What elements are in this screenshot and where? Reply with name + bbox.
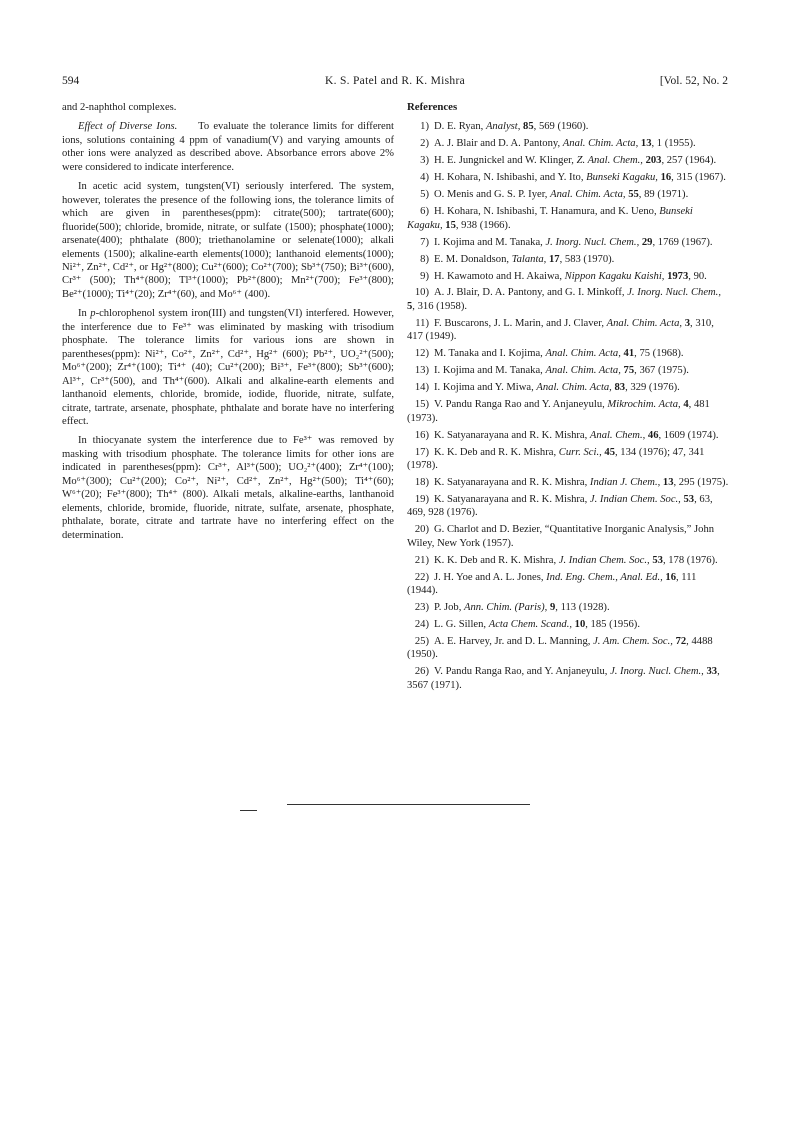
reference-number: 20) xyxy=(414,524,429,536)
reference-authors: A. J. Blair, D. A. Pantony, and G. I. Minkoff, xyxy=(434,287,628,299)
reference-number: 3) xyxy=(420,155,429,167)
reference-authors: I. Kojima and Y. Miwa, xyxy=(434,382,537,394)
reference-journal: Bunseki Kagaku, xyxy=(586,172,658,184)
reference-number: 23) xyxy=(414,602,429,614)
reference-authors: I. Kojima and M. Tanaka, xyxy=(434,236,546,248)
reference-journal: Ann. Chim. (Paris), xyxy=(464,602,548,614)
reference-number: 5) xyxy=(420,189,429,201)
reference-details: , 4488 (1950). xyxy=(407,635,713,661)
reference-item xyxy=(407,171,729,184)
reference-item xyxy=(407,571,729,598)
reference-details: , 1 (1955). xyxy=(651,138,696,150)
reference-volume: 72 xyxy=(675,635,687,647)
section-heading: Effect of Diverse Ions. xyxy=(78,121,178,133)
reference-number: 22) xyxy=(414,571,429,583)
reference-item xyxy=(407,270,729,283)
reference-journal: Anal. Chim. Acta, xyxy=(536,382,612,394)
reference-authors: K. Satyanarayana and R. K. Mishra, xyxy=(434,429,590,441)
reference-volume: 15 xyxy=(445,219,456,231)
reference-journal: J. Indian Chem. Soc., xyxy=(558,554,650,566)
volume-info: [Vol. 52, No. 2 xyxy=(659,75,728,87)
reference-volume: 4 xyxy=(683,399,689,411)
reference-authors: H. Kohara, N. Ishibashi, T. Hanamura, and K. Ueno, xyxy=(434,206,660,218)
reference-item xyxy=(407,429,729,442)
reference-details: , 90. xyxy=(688,270,707,282)
reference-number: 15) xyxy=(414,399,429,411)
reference-authors: O. Menis and G. S. P. Iyer, xyxy=(434,189,551,201)
reference-authors: A. J. Blair and D. A. Pantony, xyxy=(434,138,563,150)
reference-number: 24) xyxy=(414,619,429,630)
paragraph-continuation: and 2-naphthol complexes. xyxy=(62,102,177,113)
reference-item xyxy=(407,120,729,133)
reference-item xyxy=(407,236,729,249)
reference-number: 4) xyxy=(420,172,429,184)
reference-volume: 203 xyxy=(645,155,662,167)
reference-journal: Acta Chem. Scand., xyxy=(488,619,572,630)
reference-list xyxy=(407,120,729,692)
reference-authors: M. Tanaka and I. Kojima, xyxy=(434,348,546,360)
reference-details: , 1769 (1967). xyxy=(652,236,713,248)
reference-volume: 17 xyxy=(549,253,560,265)
reference-journal: Curr. Sci., xyxy=(558,446,602,458)
reference-number: 19) xyxy=(414,493,429,505)
reference-journal: Anal. Chim. Acta, xyxy=(545,365,621,377)
reference-volume: 53 xyxy=(652,554,663,566)
reference-item xyxy=(407,205,729,232)
reference-item xyxy=(407,286,729,313)
reference-volume: 33 xyxy=(706,666,718,678)
reference-volume: 9 xyxy=(549,602,556,614)
paragraph-chlorophenol: In p-chlorophenol system iron(III) and tungsten(VI) interfered. However, the interference due to Fe³⁺ was eliminated by masking with trisodium phosphate. The tolerance limits for various ions are shown in parentheses(ppm): Ni²⁺, Co²⁺, Zn²⁺, Cd²⁺, Hg²⁺ (600); Pb²⁺, UO₂²⁺(500); Mo⁶⁺(200); Zr⁴⁺(100); Ti⁴⁺ (40); Cu²⁺(200); Bi³⁺, Fe³⁺(800); Sb³⁺(600); Al³⁺, Cr³⁺(500), and Th⁴⁺(600). Alkali and alkaline-earth elements and lanthanoid elements, chloride, bromide, iodide, fluoride, nitrate, sulfate, citrate, tartrate, arsenate, phosphate, phthalate and borate have no interfering effect. xyxy=(62,308,394,427)
reference-number: 16) xyxy=(414,429,429,441)
reference-details: , 938 (1966). xyxy=(455,219,511,231)
reference-journal: J. Am. Chem. Soc., xyxy=(593,635,673,647)
reference-number: 6) xyxy=(420,206,429,218)
reference-details: , 257 (1964). xyxy=(661,155,717,167)
reference-authors: K. K. Deb and R. K. Mishra, xyxy=(434,554,559,566)
reference-journal: J. Inorg. Nucl. Chem., xyxy=(627,287,721,299)
reference-authors: L. G. Sillen, xyxy=(434,619,489,630)
reference-number: 21) xyxy=(414,554,429,566)
reference-details: , 75 (1968). xyxy=(634,348,684,360)
reference-journal: Anal. Chim. Acta, xyxy=(550,189,626,201)
reference-authors: D. E. Ryan, xyxy=(434,121,486,133)
reference-details: , 569 (1960). xyxy=(533,121,589,133)
reference-number: 18) xyxy=(414,476,429,488)
right-column xyxy=(407,101,729,696)
reference-number: 25) xyxy=(414,635,429,647)
reference-item xyxy=(407,665,729,692)
reference-authors: K. K. Deb and R. K. Mishra, xyxy=(434,446,559,458)
reference-details: , 89 (1971). xyxy=(638,189,689,201)
reference-authors: K. Satyanarayana and R. K. Mishra, xyxy=(434,493,590,505)
reference-volume: 53 xyxy=(683,493,695,505)
reference-item xyxy=(407,317,729,344)
reference-number: 14) xyxy=(414,382,429,394)
reference-number: 1) xyxy=(420,121,429,133)
reference-journal: Talanta, xyxy=(511,253,547,265)
reference-details: , 111 (1944). xyxy=(407,571,697,597)
reference-details: , 310, 417 (1949). xyxy=(407,317,714,343)
reference-authors: V. Pandu Ranga Rao, and Y. Anjaneyulu, xyxy=(434,666,611,678)
reference-journal: Mikrochim. Acta, xyxy=(607,399,681,411)
reference-authors: P. Job, xyxy=(434,602,465,614)
reference-journal: Nippon Kagaku Kaishi, xyxy=(564,270,665,282)
reference-number: 9) xyxy=(420,270,429,282)
reference-journal: J. Indian Chem. Soc., xyxy=(589,493,681,505)
reference-number: 12) xyxy=(414,348,429,360)
reference-volume: 45 xyxy=(604,446,615,458)
reference-journal: Indian J. Chem., xyxy=(589,476,661,488)
reference-volume: 3 xyxy=(684,317,691,329)
reference-volume: 85 xyxy=(523,121,534,133)
reference-item xyxy=(407,154,729,167)
reference-volume: 13 xyxy=(640,138,652,150)
reference-details: , 134 (1976); 47, 341 (1978). xyxy=(407,446,705,471)
reference-number: 8) xyxy=(420,253,429,265)
reference-authors: A. E. Harvey, Jr. and D. L. Manning, xyxy=(434,635,594,647)
reference-volume: 75 xyxy=(623,365,635,377)
reference-item xyxy=(407,137,729,150)
reference-details: , 329 (1976). xyxy=(625,382,680,394)
reference-number: 26) xyxy=(414,666,429,678)
reference-journal: Anal. Chim. Acta, xyxy=(545,348,621,360)
reference-volume: 83 xyxy=(614,382,626,394)
running-header xyxy=(62,75,728,93)
reference-journal: J. Inorg. Nucl. Chem., xyxy=(545,236,640,248)
reference-item xyxy=(407,364,729,377)
reference-journal: Z. Anal. Chem., xyxy=(576,155,643,167)
reference-number: 10) xyxy=(414,287,429,299)
reference-volume: 13 xyxy=(662,476,674,488)
reference-item xyxy=(407,601,729,614)
reference-details: , 185 (1956). xyxy=(585,619,640,630)
reference-item xyxy=(407,476,729,489)
reference-item xyxy=(407,446,729,473)
reference-journal: Anal. Chim. Acta, xyxy=(562,138,639,150)
reference-journal: Anal. Chim. Acta, xyxy=(606,317,683,329)
reference-authors: H. Kawamoto and H. Akaiwa, xyxy=(434,270,565,282)
reference-details: , 315 (1967). xyxy=(671,172,726,184)
paragraph-text: To evaluate the tolerance limits for different ions, solutions containing 4 ppm of vanadium(V) and varying amounts of other ions were analyzed as described above. Absorbance errors above 2% were considered to indicate interference. xyxy=(62,121,394,173)
reference-item xyxy=(407,381,729,394)
reference-number: 7) xyxy=(420,236,429,248)
reference-authors: V. Pandu Ranga Rao and Y. Anjaneyulu, xyxy=(434,399,608,411)
reference-details: , 316 (1958). xyxy=(412,300,468,312)
reference-details: , 481 (1973). xyxy=(407,399,710,424)
reference-journal: Bunseki Kagaku, xyxy=(407,206,693,231)
reference-authors: H. E. Jungnickel and W. Klinger, xyxy=(434,155,577,167)
reference-item xyxy=(407,493,729,520)
reference-volume: 5 xyxy=(407,300,413,312)
reference-volume: 10 xyxy=(574,619,586,630)
reference-journal: J. Inorg. Nucl. Chem., xyxy=(610,666,704,678)
reference-details: , 367 (1975). xyxy=(634,365,689,377)
reference-volume: 1973 xyxy=(667,270,689,282)
reference-number: 13) xyxy=(414,365,429,377)
page-number: 594 xyxy=(62,75,80,87)
reference-item xyxy=(407,398,729,425)
reference-authors: E. M. Donaldson, xyxy=(434,253,512,265)
reference-authors: K. Satyanarayana and R. K. Mishra, xyxy=(434,476,590,488)
end-rule-short xyxy=(240,810,257,811)
reference-volume: 16 xyxy=(665,571,676,583)
reference-journal: Analyst, xyxy=(485,121,521,133)
reference-volume: 46 xyxy=(647,429,659,441)
end-rule-long xyxy=(287,804,530,805)
reference-authors: H. Kohara, N. Ishibashi, and Y. Ito, xyxy=(434,172,587,184)
reference-item xyxy=(407,635,729,662)
paragraph-diverse-ions xyxy=(62,120,394,174)
reference-volume: 41 xyxy=(623,348,635,360)
reference-authors: G. Charlot and D. Bezier, “Quantitative Inorganic Analysis,” John Wiley, New York (1957). xyxy=(407,524,715,549)
reference-details: , 1609 (1974). xyxy=(658,429,719,441)
reference-item xyxy=(407,554,729,567)
references-heading: References xyxy=(407,101,458,113)
reference-volume: 29 xyxy=(641,236,653,248)
reference-details: , 3567 (1971). xyxy=(407,666,720,691)
reference-volume: 16 xyxy=(660,172,672,184)
reference-item xyxy=(407,523,729,550)
left-column xyxy=(62,101,394,542)
reference-number: 2) xyxy=(420,138,429,150)
reference-number: 11) xyxy=(415,317,429,329)
reference-item xyxy=(407,253,729,266)
reference-details: , 178 (1976). xyxy=(662,554,718,566)
reference-details: , 295 (1975). xyxy=(673,476,729,488)
paragraph-thiocyanate: In thiocyanate system the interference due to Fe³⁺ was removed by masking with trisodium phosphate. The tolerance limits for other ions are indicated in parentheses(ppm): Cr³⁺, Al³⁺(500); UO₂²⁺(400); Zr⁴⁺(100); Mo⁶⁺(300); Cu²⁺(200); Co²⁺, Ni²⁺, Cd²⁺, Zn²⁺, Hg²⁺(500); Ti⁴⁺(60); W⁶⁺(20); Fe³⁺(800); Th⁴⁺ (800). Alkali metals, alkaline-earths, lanthanoid elements, chloride, bromide, fluoride, nitrate, sulfate, arsenate, phosphate, phthalate, borate, citrate and tartrate have no interfering effect on the determination. xyxy=(62,435,394,541)
reference-details: , 113 (1928). xyxy=(555,602,610,614)
reference-authors: I. Kojima and M. Tanaka, xyxy=(434,365,546,377)
paragraph-acetic-acid: In acetic acid system, tungsten(VI) seriously interfered. The system, however, tolerates the presence of the following ions, the tolerance limits of which are given in parentheses(ppm): citrate(500); tartrate(600); fluoride(500); chloride, bromide, nitrate, or sulfate (1500); phosphate(1000); arsenate(400); phthalate (800); triethanolamine or selenate(1000); alkali elements (1500); alkaline-earth elements(1000); lanthanoid elements(1000); Ni²⁺, Zn²⁺, Cd²⁺, or Hg²⁺(800); Cu²⁺(600); Co²⁺(700); Sb³⁺(750); Bi³⁺(600), Cr³⁺ (500); Th⁴⁺(800); Tl³⁺(1000); Pb²⁺(800); Mn²⁺(700); Fe³⁺(800); Be²⁺(1000); Ti⁴⁺(20); Zr⁴⁺(60), and Mo⁶⁺ (400). xyxy=(62,181,394,300)
reference-volume: 55 xyxy=(628,189,639,201)
reference-journal: Anal. Chem., xyxy=(589,429,646,441)
reference-number: 17) xyxy=(414,446,429,458)
reference-item xyxy=(407,618,729,631)
reference-item xyxy=(407,188,729,201)
reference-journal: Ind. Eng. Chem., Anal. Ed., xyxy=(546,571,663,583)
reference-item xyxy=(407,347,729,360)
reference-authors: F. Buscarons, J. L. Marin, and J. Claver, xyxy=(434,317,607,329)
reference-authors: J. H. Yoe and A. L. Jones, xyxy=(434,571,547,583)
running-authors: K. S. Patel and R. K. Mishra xyxy=(324,75,465,87)
reference-details: , 583 (1970). xyxy=(559,253,615,265)
reference-details: , 63, 469, 928 (1976). xyxy=(407,493,713,519)
